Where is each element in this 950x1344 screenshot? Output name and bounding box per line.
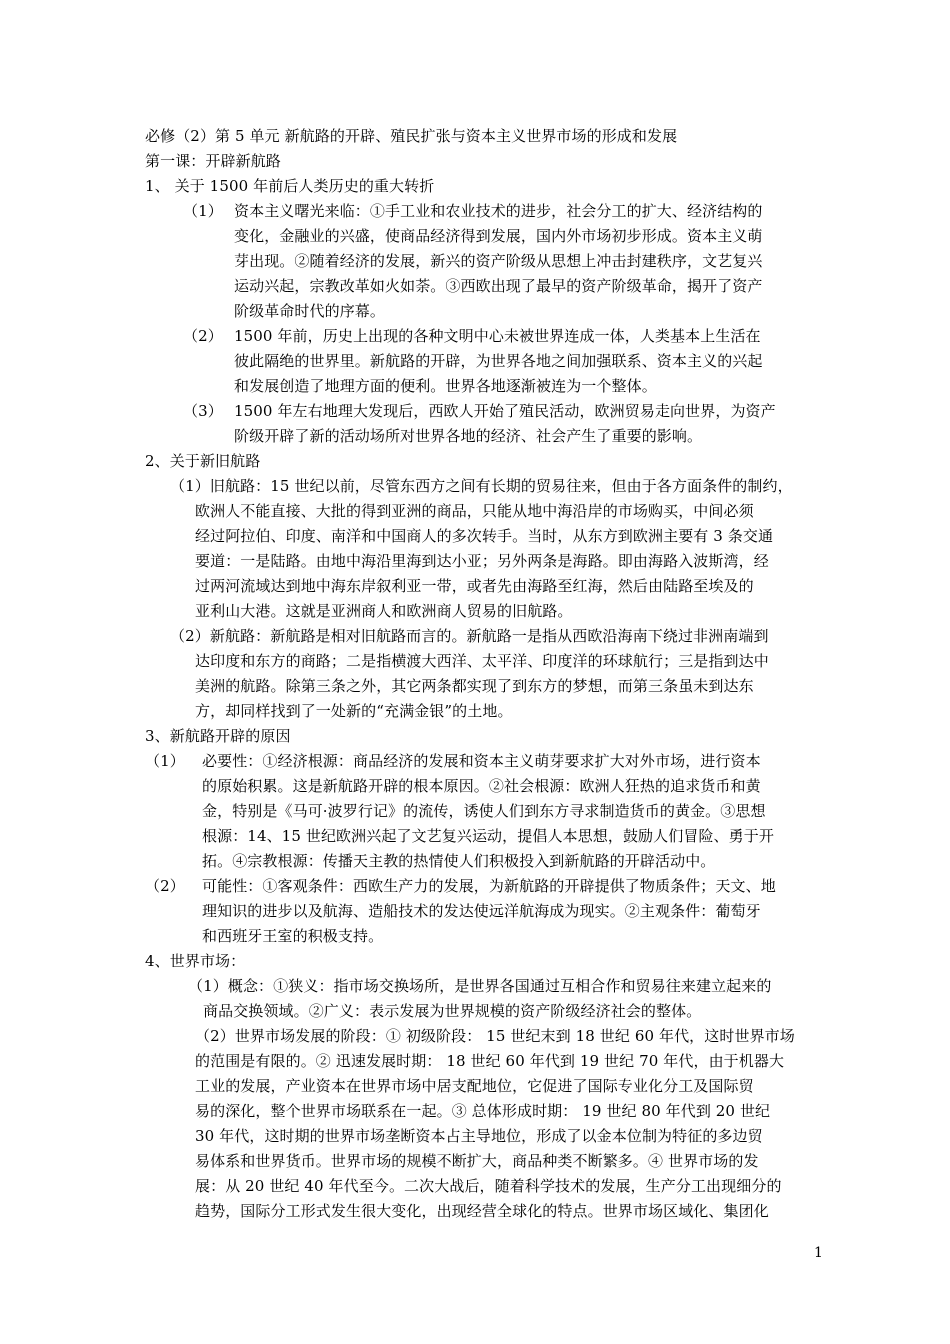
text-line: 工业的发展，产业资本在世界市场中居支配地位，它促进了国际专业化分工及国际贸 [195, 1077, 754, 1095]
text-line: 方，却同样找到了一处新的“充满金银”的土地。 [195, 702, 513, 720]
text-line: 欧洲人不能直接、大批的得到亚洲的商品，只能从地中海沿岸的市场购买，中间必须 [195, 502, 754, 520]
text-line: 1500 年前，历史上出现的各种文明中心未被世界连成一体，人类基本上生活在 [234, 327, 761, 345]
text-line: 1500 年左右地理大发现后，西欧人开始了殖民活动，欧洲贸易走向世界，为资产 [234, 402, 776, 420]
text-line: 阶级开辟了新的活动场所对世界各地的经济、社会产生了重要的影响。 [234, 427, 703, 445]
text-line: （2）新航路：新航路是相对旧航路而言的。新航路一是指从西欧沿海南下绕过非洲南端到 [170, 627, 769, 645]
lesson-title: 第一课：开辟新航路 [145, 152, 281, 170]
text-line: 30 年代，这时期的世界市场垄断资本占主导地位，形成了以金本位制为特征的多边贸 [195, 1127, 763, 1145]
text-line: 拓。④宗教根源：传播天主教的热情使人们积极投入到新航路的开辟活动中。 [202, 852, 716, 870]
text-line: 芽出现。②随着经济的发展，新兴的资产阶级从思想上冲击封建秩序，文艺复兴 [234, 252, 763, 270]
text-line: 必要性：①经济根源：商品经济的发展和资本主义萌芽要求扩大对外市场，进行资本 [202, 752, 761, 770]
text-line: 资本主义曙光来临：①手工业和农业技术的进步，社会分工的扩大、经济结构的 [234, 202, 763, 220]
section-heading: 2、关于新旧航路 [145, 452, 261, 470]
text-line: 要道：一是陆路。由地中海沿里海到达小亚；另外两条是海路。即由海路入波斯湾，经 [195, 552, 769, 570]
section-heading: 4、世界市场： [145, 952, 246, 970]
document-title: 必修（2）第 5 单元 新航路的开辟、殖民扩张与资本主义世界市场的形成和发展 [145, 127, 678, 145]
text-line: 展：从 20 世纪 40 年代至今。二次大战后，随着科学技术的发展，生产分工出现细分的 [195, 1177, 782, 1195]
text-line: 金，特别是《马可·波罗行记》的流传，诱使人们到东方寻求制造货币的黄金。③思想 [202, 802, 766, 820]
text-line: 易体系和世界货币。世界市场的规模不断扩大，商品种类不断繁多。④ 世界市场的发 [195, 1152, 759, 1170]
text-line: （2）世界市场发展的阶段：① 初级阶段： 15 世纪末到 18 世纪 60 年代，这时世界市场 [195, 1027, 795, 1045]
text-line: 彼此隔绝的世界里。新航路的开辟，为世界各地之间加强联系、资本主义的兴起 [234, 352, 763, 370]
text-line: 易的深化，整个世界市场联系在一起。③ 总体形成时期： 19 世纪 80 年代到 20 世纪 [195, 1102, 771, 1120]
item-number: （3） [183, 402, 223, 420]
item-number: （1） [183, 202, 223, 220]
item-number: （2） [183, 327, 223, 345]
text-line: 可能性：①客观条件：西欧生产力的发展，为新航路的开辟提供了物质条件；天文、地 [202, 877, 776, 895]
text-line: 趋势，国际分工形式发生很大变化，出现经营全球化的特点。世界市场区域化、集团化 [195, 1202, 769, 1220]
item-number: （2） [145, 877, 185, 895]
text-line: 根源：14、15 世纪欧洲兴起了文艺复兴运动，提倡人本思想，鼓励人们冒险、勇于开 [202, 827, 774, 845]
text-line: 和西班牙王室的积极支持。 [202, 927, 384, 945]
text-line: 运动兴起，宗教改革如火如荼。③西欧出现了最早的资产阶级革命，揭开了资产 [234, 277, 763, 295]
text-line: 美洲的航路。除第三条之外，其它两条都实现了到东方的梦想，而第三条虽未到达东 [195, 677, 754, 695]
text-line: （1）旧航路：15 世纪以前，尽管东西方之间有长期的贸易往来，但由于各方面条件的制约， [170, 477, 793, 495]
text-line: 亚利山大港。这就是亚洲商人和欧洲商人贸易的旧航路。 [195, 602, 573, 620]
section-heading: 1、 关于 1500 年前后人类历史的重大转折 [145, 177, 435, 195]
item-number: （1） [145, 752, 185, 770]
text-line: 经过阿拉伯、印度、南洋和中国商人的多次转手。当时，从东方到欧洲主要有 3 条交通 [195, 527, 774, 545]
text-line: （1）概念：①狭义：指市场交换场所，是世界各国通过互相合作和贸易往来建立起来的 [188, 977, 772, 995]
text-line: 理知识的进步以及航海、造船技术的发达使远洋航海成为现实。②主观条件：葡萄牙 [202, 902, 761, 920]
text-line: 过两河流域达到地中海东岸叙利亚一带，或者先由海路至红海，然后由陆路至埃及的 [195, 577, 754, 595]
text-line: 的原始积累。这是新航路开辟的根本原因。②社会根源：欧洲人狂热的追求货币和黄 [202, 777, 761, 795]
text-line: 的范围是有限的。② 迅速发展时期： 18 世纪 60 年代到 19 世纪 70 年代，由于机器大 [195, 1052, 785, 1070]
text-line: 达印度和东方的商路；二是指横渡大西洋、太平洋、印度洋的环球航行；三是指到达中 [195, 652, 769, 670]
page-number: 1 [814, 1245, 823, 1261]
text-line: 商品交换领域。②广义：表示发展为世界规模的资产阶级经济社会的整体。 [203, 1002, 702, 1020]
text-line: 阶级革命时代的序幕。 [234, 302, 386, 320]
section-heading: 3、新航路开辟的原因 [145, 727, 291, 745]
text-line: 变化，金融业的兴盛，使商品经济得到发展，国内外市场初步形成。资本主义萌 [234, 227, 763, 245]
text-line: 和发展创造了地理方面的便利。世界各地逐渐被连为一个整体。 [234, 377, 657, 395]
